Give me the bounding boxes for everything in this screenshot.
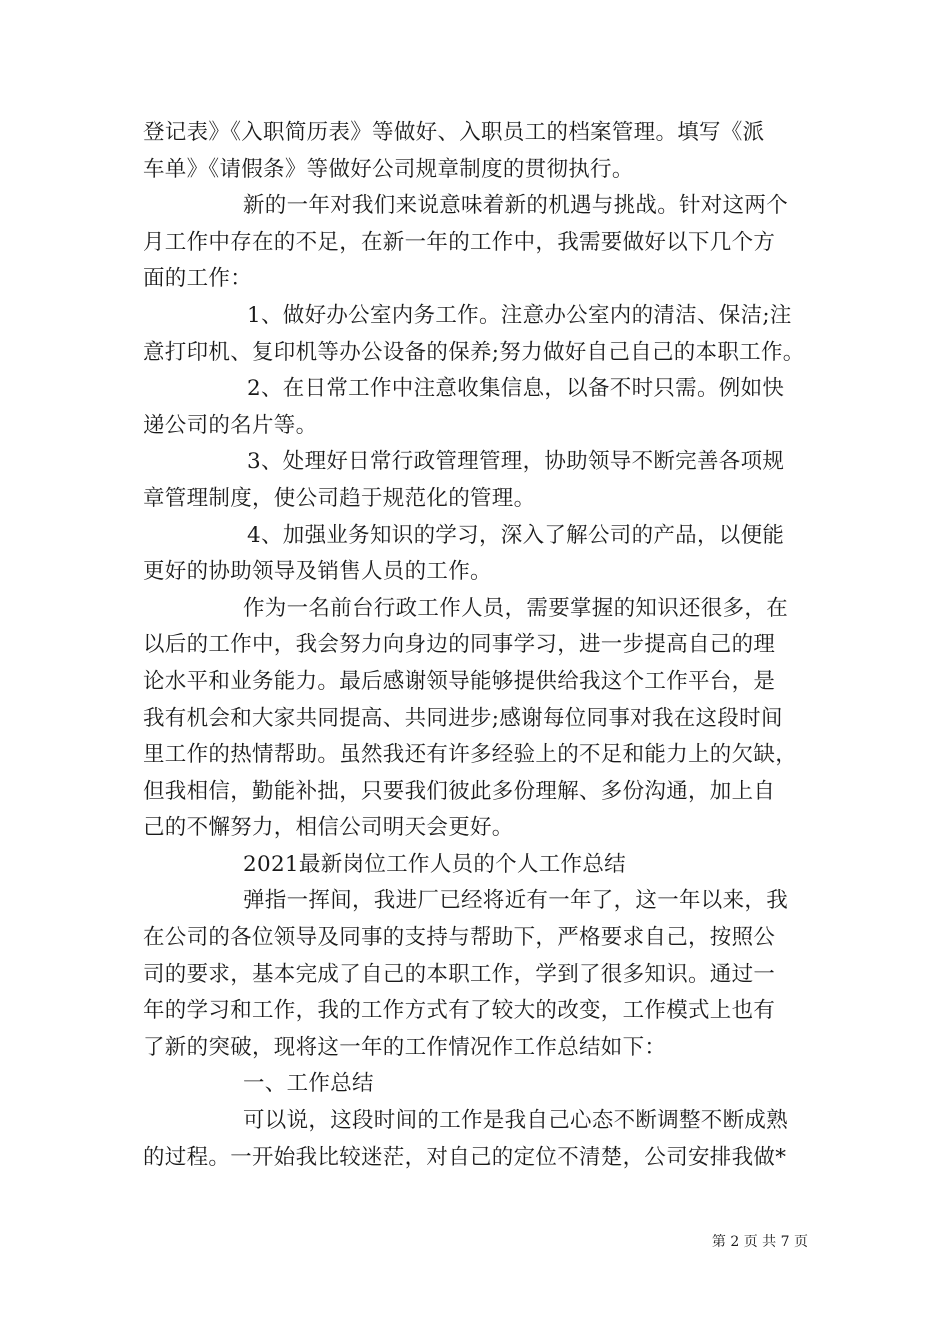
text-line: 论水平和业务能力。最后感谢领导能够提供给我这个工作平台，是 [143,668,776,694]
text-line: 司的要求，基本完成了自己的本职工作，学到了很多知识。通过一 [143,961,776,987]
subsection-heading: 一、工作总结 [243,1071,374,1097]
text-line: 了新的突破，现将这一年的工作情况作工作总结如下： [143,1034,667,1060]
text-line: 以后的工作中，我会努力向身边的同事学习，进一步提高自己的理 [143,632,776,658]
list-item-3: 3、处理好日常行政管理管理，协助领导不断完善各项规 [247,449,785,475]
list-item-1: 1、做好办公室内务工作。注意办公室内的清洁、保洁;注 [247,302,792,328]
text-line: 在公司的各位领导及同事的支持与帮助下，严格要求自己，按照公 [143,925,776,951]
text-line: 车单》《请假条》等做好公司规章制度的贯彻执行。 [143,156,634,182]
section-title: 2021最新岗位工作人员的个人工作总结 [243,851,626,877]
paragraph-start: 弹指一挥间，我进厂已经将近有一年了，这一年以来，我 [243,888,789,914]
text-line: 但我相信，勤能补拙，只要我们彼此多份理解、多份沟通，加上自 [143,778,776,804]
body-text [143,115,823,1176]
list-item-2: 2、在日常工作中注意收集信息，以备不时只需。例如快 [247,376,785,402]
paragraph-start: 可以说，这段时间的工作是我自己心态不断调整不断成熟 [243,1108,789,1134]
text-line: 章管理制度，使公司趋于规范化的管理。 [143,485,536,511]
text-line: 意打印机、复印机等办公设备的保养;努力做好自己自己的本职工作。 [143,339,805,365]
list-item-4: 4、加强业务知识的学习，深入了解公司的产品，以便能 [247,522,785,548]
text-line: 登记表》《入职简历表》等做好、入职员工的档案管理。填写《派 [143,120,765,145]
text-line: 我有机会和大家共同提高、共同进步;感谢每位同事对我在这段时间 [143,705,783,731]
text-line: 更好的协助领导及销售人员的工作。 [143,559,492,585]
text-line: 己的不懈努力，相信公司明天会更好。 [143,815,514,841]
paragraph-start: 新的一年对我们来说意味着新的机遇与挑战。针对这两个 [243,193,789,219]
page-number: 第 2 页 共 7 页 [711,1234,808,1250]
text-line: 年的学习和工作，我的工作方式有了较大的改变，工作模式上也有 [143,998,776,1024]
paragraph-start: 作为一名前台行政工作人员，需要掌握的知识还很多，在 [243,595,789,621]
text-line: 里工作的热情帮助。虽然我还有许多经验上的不足和能力上的欠缺， [143,742,798,768]
text-line: 的过程。一开始我比较迷茫，对自己的定位不清楚，公司安排我做* [143,1144,787,1170]
text-line: 面的工作： [143,266,253,292]
text-line: 月工作中存在的不足，在新一年的工作中，我需要做好以下几个方 [143,229,776,255]
text-line: 递公司的名片等。 [143,412,318,438]
